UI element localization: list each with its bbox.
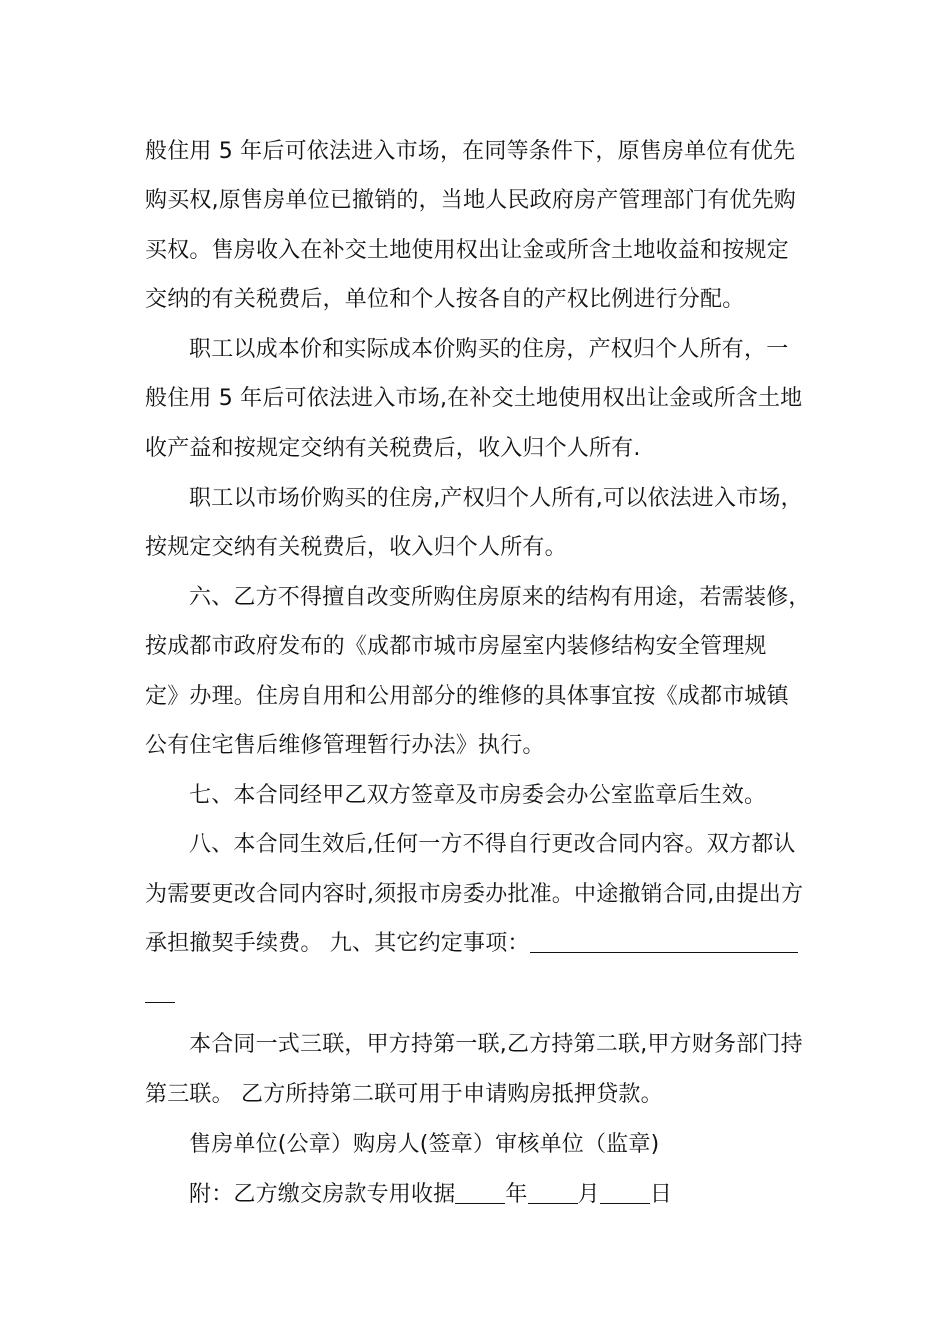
text-line bbox=[145, 979, 825, 1009]
text-line: 第三联。 乙方所持第二联可用于申请购房抵押贷款。 bbox=[145, 1082, 663, 1107]
signature-parties: 售房单位(公章）购房人(签章）审核单位（监章) bbox=[189, 1132, 660, 1157]
month-blank bbox=[528, 1181, 578, 1204]
text-line: 职工以市场价购买的住房,产权归个人所有,可以依法进入市场， bbox=[189, 486, 803, 511]
other-terms-blank-continued bbox=[145, 980, 175, 1003]
other-terms-blank bbox=[530, 930, 798, 953]
text-line: 公有住宅售后维修管理暂行办法》执行。 bbox=[145, 733, 545, 758]
day-label: 日 bbox=[649, 1182, 673, 1207]
text-line bbox=[145, 929, 825, 959]
text-line: 定》办理。住房自用和公用部分的维修的具体事宜按《成都市城镇 bbox=[145, 684, 789, 709]
text-line: 为需要更改合同内容时,须报市房委办批准。中途撤销合同,由提出方 bbox=[145, 882, 804, 907]
text-line: 按规定交纳有关税费后，收入归个人所有。 bbox=[145, 535, 567, 560]
clause-nine-text: 承担撤契手续费。 九、其它约定事项： bbox=[145, 931, 530, 956]
text-line: 般住用 5 年后可依法进入市场,在补交土地使用权出让金或所含土地 bbox=[145, 386, 803, 411]
day-blank bbox=[600, 1181, 650, 1204]
text-line: 七、本合同经甲乙双方签章及市房委会办公室监章后生效。 bbox=[189, 783, 767, 808]
text-line: 交纳的有关税费后，单位和个人按各自的产权比例进行分配。 bbox=[145, 287, 745, 312]
month-label: 月 bbox=[577, 1182, 600, 1207]
text-line: 按成都市政府发布的《成都市城市房屋室内装修结构安全管理规 bbox=[145, 634, 767, 659]
text-line: 购买权,原售房单位已撤销的，当地人民政府房产管理部门有优先购 bbox=[145, 188, 796, 213]
text-line: 六、乙方不得擅自改变所购住房原来的结构有用途，若需装修， bbox=[189, 585, 811, 610]
text-line: 职工以成本价和实际成本价购买的住房，产权归个人所有，一 bbox=[189, 337, 789, 362]
receipt-date-line bbox=[189, 1180, 869, 1210]
year-label: 年 bbox=[505, 1182, 528, 1207]
receipt-label: 附：乙方缴交房款专用收据 bbox=[189, 1182, 456, 1207]
year-blank bbox=[455, 1181, 505, 1204]
text-line: 本合同一式三联，甲方持第一联,乙方持第二联,甲方财务部门持 bbox=[189, 1032, 803, 1057]
text-line: 收产益和按规定交纳有关税费后，收入归个人所有. bbox=[145, 436, 641, 461]
text-line: 八、本合同生效后,任何一方不得自行更改合同内容。双方都认 bbox=[189, 832, 796, 857]
text-line: 般住用 5 年后可依法进入市场，在同等条件下，原售房单位有优先 bbox=[145, 139, 796, 164]
text-line: 买权。售房收入在补交土地使用权出让金或所含土地收益和按规定 bbox=[145, 238, 789, 263]
